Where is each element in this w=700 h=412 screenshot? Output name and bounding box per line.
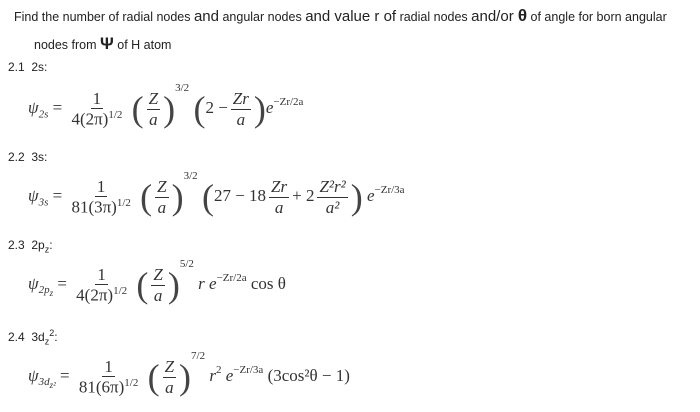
right-paren: ) bbox=[253, 89, 266, 130]
equation-2s bbox=[28, 82, 303, 129]
fraction-denominator: 4(2π) bbox=[76, 285, 114, 305]
equals-sign: = bbox=[52, 98, 63, 117]
fraction-numerator: Z²r² bbox=[319, 177, 346, 197]
equation-2pz bbox=[28, 258, 286, 305]
cosine-term: cos θ bbox=[250, 274, 286, 293]
section-number: 2.4 bbox=[8, 330, 25, 344]
exponent: 7/2 bbox=[191, 350, 206, 362]
fraction-numerator: 1 bbox=[104, 356, 113, 376]
exponent: 1/2 bbox=[124, 377, 139, 390]
coefficient-fraction bbox=[69, 89, 124, 130]
exponent: 3/2 bbox=[175, 82, 190, 94]
left-paren: ( bbox=[136, 265, 149, 306]
equation-3s bbox=[28, 170, 405, 217]
question-line-2 bbox=[34, 34, 171, 54]
section-heading bbox=[8, 238, 53, 254]
fraction-numerator: 1 bbox=[92, 88, 102, 108]
z-over-a bbox=[147, 89, 160, 129]
polynomial-fraction bbox=[269, 177, 289, 217]
question-text: of H atom bbox=[113, 38, 172, 52]
coefficient-fraction bbox=[69, 177, 132, 218]
question-text: radial nodes bbox=[396, 10, 472, 24]
left-paren: ( bbox=[201, 177, 214, 218]
z-over-a bbox=[151, 265, 164, 305]
coefficient-fraction bbox=[74, 265, 129, 306]
fraction-numerator: 1 bbox=[97, 264, 106, 284]
exponent: 1/2 bbox=[108, 109, 123, 122]
polynomial-term: + 2 bbox=[292, 186, 315, 205]
exponent: 1/2 bbox=[113, 285, 128, 298]
exponential-base: e bbox=[366, 186, 375, 205]
psi-symbol: ψ bbox=[28, 274, 39, 293]
section-label: : bbox=[49, 238, 53, 252]
exponential-base: e bbox=[225, 366, 234, 385]
angular-polynomial: (3cos²θ − 1) bbox=[267, 366, 350, 385]
subscript: 2s bbox=[38, 108, 49, 121]
exponent: 3/2 bbox=[183, 170, 198, 182]
a-symbol: a bbox=[157, 197, 167, 217]
right-paren: ) bbox=[167, 265, 180, 306]
psi-symbol: ψ bbox=[28, 366, 39, 385]
z-over-a bbox=[163, 357, 176, 397]
fraction-denominator: a² bbox=[325, 197, 340, 217]
section-label: 2p bbox=[31, 238, 45, 252]
left-paren: ( bbox=[131, 89, 144, 130]
section-number: 2.2 bbox=[8, 150, 25, 164]
subscript: z bbox=[44, 244, 50, 255]
right-paren: ) bbox=[171, 177, 184, 218]
subscript: 3d bbox=[38, 376, 50, 389]
question-text: and bbox=[193, 8, 219, 25]
polynomial-fraction bbox=[231, 89, 251, 129]
question-text: Find the number of radial nodes bbox=[14, 10, 194, 24]
exponent: −Zr/3a bbox=[233, 364, 264, 376]
section-heading bbox=[8, 328, 58, 346]
fraction-denominator: 81(6π) bbox=[78, 377, 125, 397]
equation-3dz2 bbox=[28, 350, 350, 397]
equals-sign: = bbox=[57, 274, 67, 293]
fraction-numerator: Zr bbox=[271, 177, 288, 197]
polynomial-fraction bbox=[317, 177, 347, 217]
z-symbol: Z bbox=[148, 89, 159, 109]
right-paren: ) bbox=[163, 89, 176, 130]
exponent: 1/2 bbox=[116, 197, 131, 210]
exponential-base: e bbox=[209, 274, 217, 293]
z-symbol: Z bbox=[157, 177, 167, 197]
superscript: 2 bbox=[49, 328, 55, 338]
z-symbol: Z bbox=[164, 357, 175, 377]
a-symbol: a bbox=[153, 285, 163, 305]
equals-sign: = bbox=[52, 186, 63, 205]
coefficient-fraction bbox=[77, 357, 140, 398]
fraction-denominator: a bbox=[274, 197, 284, 217]
right-paren: ) bbox=[350, 177, 363, 218]
exponential-base: e bbox=[265, 98, 274, 117]
question-text: of angle for born angular bbox=[527, 10, 667, 24]
left-paren: ( bbox=[140, 177, 153, 218]
question-text: and/or bbox=[471, 8, 518, 25]
z-over-a bbox=[155, 177, 168, 217]
subscript: z² bbox=[49, 380, 56, 391]
section-heading bbox=[8, 60, 47, 74]
question-text: and value r of bbox=[305, 8, 397, 25]
exponent: 2 bbox=[215, 364, 222, 376]
z-symbol: Z bbox=[153, 265, 163, 285]
fraction-denominator: 81(3π) bbox=[71, 197, 117, 217]
subscript: z bbox=[49, 288, 54, 299]
subscript: 2p bbox=[38, 284, 50, 297]
subscript: 3s bbox=[38, 196, 49, 209]
psi-symbol: ψ bbox=[28, 186, 39, 205]
exponent: 5/2 bbox=[179, 258, 194, 270]
left-paren: ( bbox=[193, 89, 206, 130]
exponent: −Zr/2a bbox=[216, 272, 247, 284]
exponent: −Zr/3a bbox=[374, 184, 405, 196]
fraction-numerator: 1 bbox=[96, 176, 106, 196]
polynomial-term: 2 − bbox=[205, 98, 228, 117]
fraction-denominator: 4(2π) bbox=[71, 109, 109, 129]
theta-symbol: θ bbox=[517, 6, 528, 25]
section-number: 2.1 bbox=[8, 60, 25, 74]
a-symbol: a bbox=[165, 377, 174, 397]
equals-sign: = bbox=[60, 366, 70, 385]
section-label: 2s: bbox=[31, 60, 48, 74]
a-symbol: a bbox=[149, 109, 158, 129]
r-symbol: r bbox=[198, 274, 205, 293]
question-text: nodes from bbox=[34, 38, 101, 52]
right-paren: ) bbox=[179, 357, 192, 398]
psi-symbol: Ψ bbox=[100, 34, 114, 53]
polynomial-term: 27 − 18 bbox=[213, 186, 267, 205]
section-number: 2.3 bbox=[8, 238, 25, 252]
exponent: −Zr/2a bbox=[273, 96, 304, 108]
section-heading bbox=[8, 150, 47, 164]
subscript: z bbox=[44, 336, 50, 347]
fraction-numerator: Zr bbox=[232, 89, 249, 109]
section-label: : bbox=[54, 330, 58, 344]
r-symbol: r bbox=[209, 366, 216, 385]
fraction-denominator: a bbox=[236, 109, 246, 129]
question-text: angular nodes bbox=[219, 10, 306, 24]
question-line-1 bbox=[14, 6, 667, 26]
psi-symbol: ψ bbox=[28, 98, 39, 117]
section-label: 3s: bbox=[31, 150, 48, 164]
section-label: 3d bbox=[31, 330, 45, 344]
left-paren: ( bbox=[147, 357, 160, 398]
